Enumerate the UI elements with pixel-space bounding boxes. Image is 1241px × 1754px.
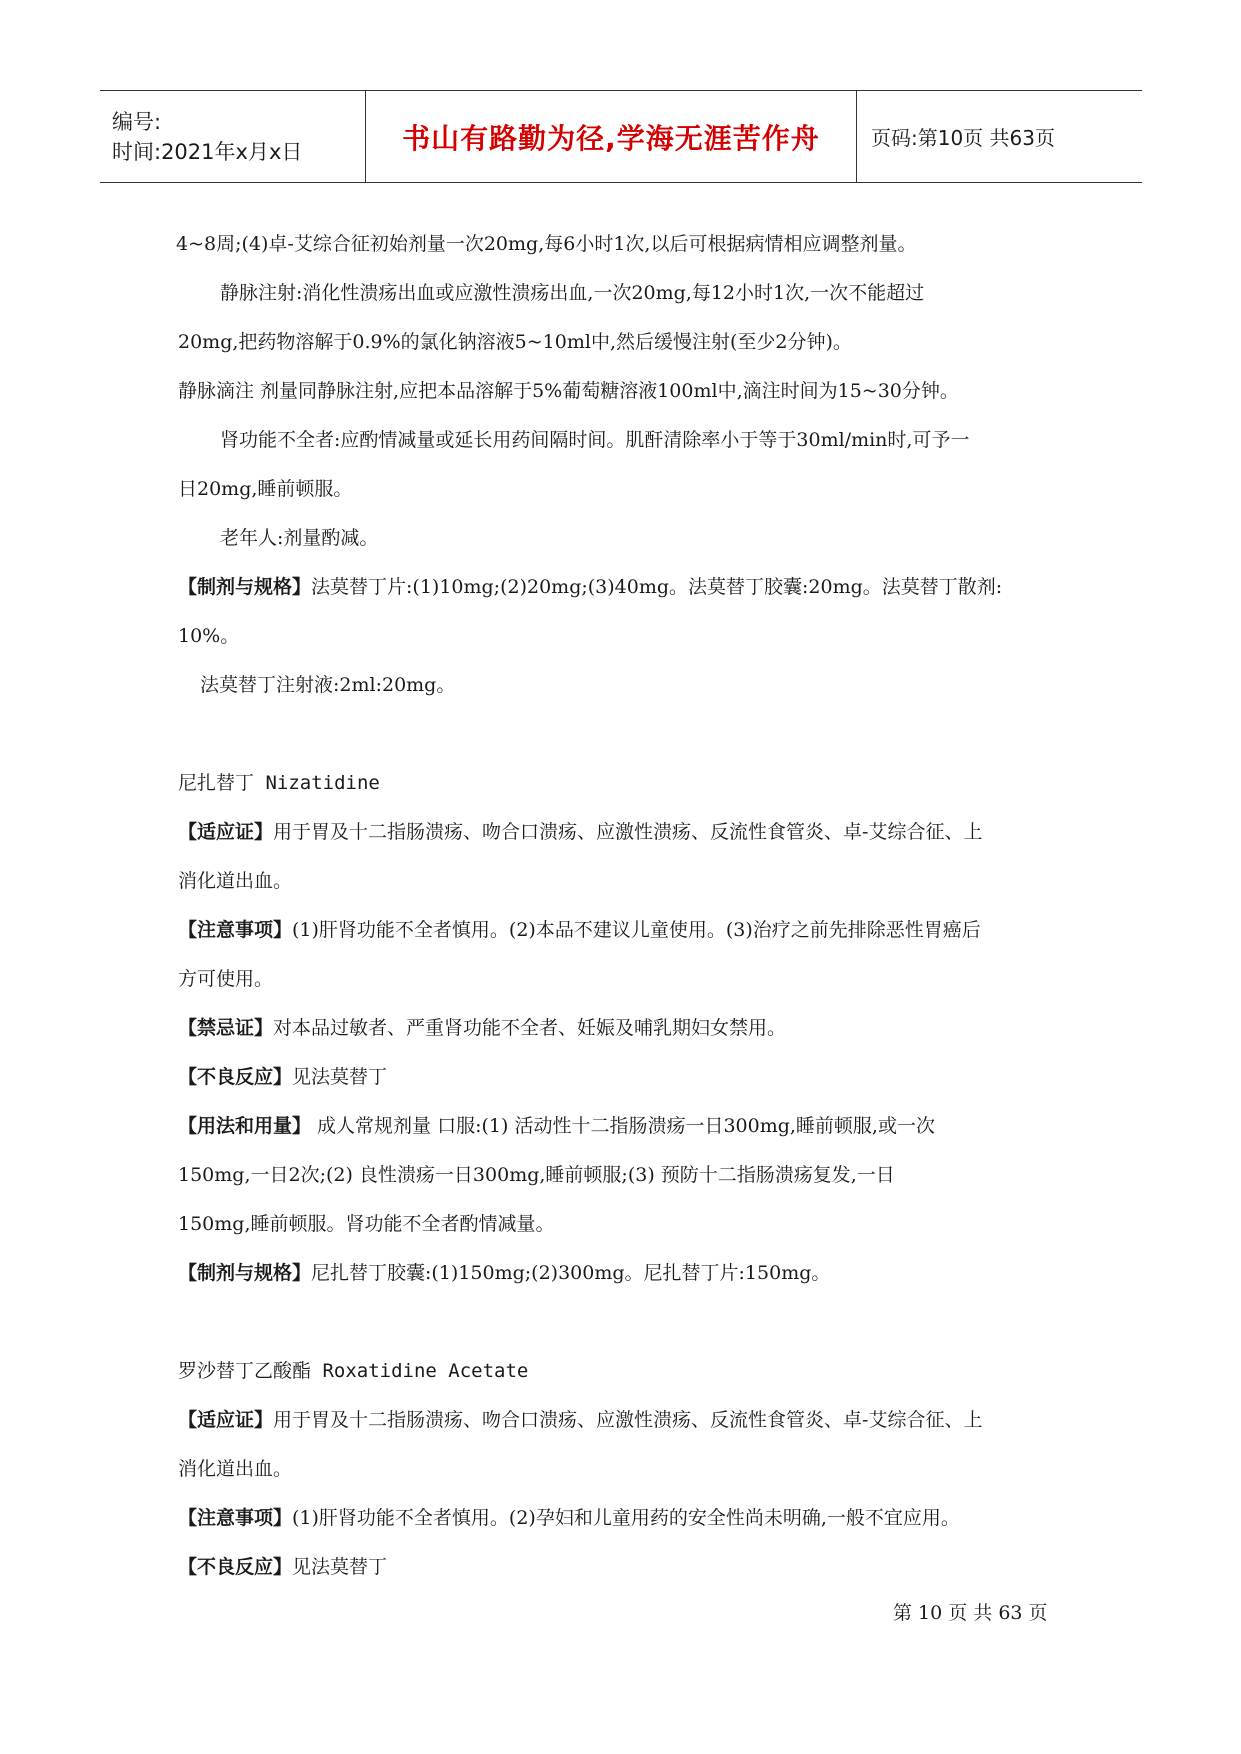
adverse-label: 【不良反应】: [178, 1556, 293, 1578]
indication-line: [178, 808, 1063, 857]
header-motto: 书山有路勤为径,学海无涯苦作舟: [402, 121, 820, 155]
adverse-line: [178, 1053, 1063, 1102]
indication-line: [178, 1396, 1063, 1445]
spec-line: [178, 563, 1063, 612]
contraindication-label: 【禁忌证】: [178, 1017, 274, 1039]
drug-title-roxatidine: 罗沙替丁乙酸酯 Roxatidine Acetate: [178, 1360, 529, 1382]
indication-label: 【适应证】: [178, 1409, 274, 1431]
paragraph: 法莫替丁注射液:2ml:20mg。: [200, 674, 456, 696]
indication-text: 用于胃及十二指肠溃疡、吻合口溃疡、应激性溃疡、反流性食管炎、卓-艾综合征、上: [273, 821, 983, 843]
indication-label: 【适应证】: [178, 821, 274, 843]
caution-text: (1)肝肾功能不全者慎用。(2)本品不建议儿童使用。(3)治疗之前先排除恶性胃癌后: [292, 919, 981, 941]
spec-text: 法莫替丁片:(1)10mg;(2)20mg;(3)40mg。法莫替丁胶囊:20mg。法莫替丁散剂:: [311, 576, 1003, 598]
spec-text: 尼扎替丁胶囊:(1)150mg;(2)300mg。尼扎替丁片:150mg。: [311, 1262, 831, 1284]
paragraph: 4~8周;(4)卓-艾综合征初始剂量一次20mg,每6小时1次,以后可根据病情相应调整剂量。: [176, 233, 917, 255]
header-meta: [100, 91, 365, 182]
paragraph: 静脉注射:消化性溃疡出血或应激性溃疡出血,一次20mg,每12小时1次,一次不能超过: [220, 282, 925, 304]
paragraph: 老年人:剂量酌减。: [220, 527, 379, 549]
contraindication-line: [178, 1004, 1063, 1053]
paragraph: 150mg,睡前顿服。肾功能不全者酌情减量。: [178, 1213, 555, 1235]
document-time-label: 时间:2021年x月x日: [112, 139, 303, 164]
caution-line: [178, 1494, 1063, 1543]
adverse-text: 见法莫替丁: [292, 1066, 388, 1088]
paragraph: 日20mg,睡前顿服。: [178, 478, 353, 500]
document-number-label: 编号:: [112, 109, 162, 134]
paragraph: 20mg,把药物溶解于0.9%的氯化钠溶液5~10ml中,然后缓慢注射(至少2分钟)。: [178, 331, 852, 353]
adverse-label: 【不良反应】: [178, 1066, 293, 1088]
paragraph: 静脉滴注 剂量同静脉注射,应把本品溶解于5%葡萄糖溶液100ml中,滴注时间为15~30分钟。: [178, 380, 959, 402]
spec-label: 【制剂与规格】: [178, 576, 312, 598]
usage-label: 【用法和用量】: [178, 1115, 312, 1137]
usage-text: 成人常规剂量 口服:(1) 活动性十二指肠溃疡一日300mg,睡前顿服,或一次: [311, 1115, 935, 1137]
section-spacer: [178, 710, 1063, 759]
paragraph: 消化道出血。: [178, 1458, 293, 1480]
page-header: [100, 90, 1142, 183]
drug-title-nizatidine: 尼扎替丁 Nizatidine: [178, 772, 380, 794]
section-spacer: [178, 1298, 1063, 1347]
paragraph: 消化道出血。: [178, 870, 293, 892]
caution-line: [178, 906, 1063, 955]
spec-line: [178, 1249, 1063, 1298]
paragraph: 10%。: [178, 625, 240, 647]
contraindication-text: 对本品过敏者、严重肾功能不全者、妊娠及哺乳期妇女禁用。: [273, 1017, 787, 1039]
indication-text: 用于胃及十二指肠溃疡、吻合口溃疡、应激性溃疡、反流性食管炎、卓-艾综合征、上: [273, 1409, 983, 1431]
paragraph: 方可使用。: [178, 968, 274, 990]
document-body: [178, 220, 1063, 1592]
page-footer: 第 10 页 共 63 页: [893, 1602, 1048, 1624]
header-motto-cell: [365, 91, 857, 182]
header-page-info: 页码:第10页 共63页: [871, 126, 1055, 150]
adverse-line: [178, 1543, 1063, 1592]
caution-label: 【注意事项】: [178, 919, 293, 941]
paragraph: 肾功能不全者:应酌情减量或延长用药间隔时间。肌酐清除率小于等于30ml/min时,可予一: [220, 429, 970, 451]
paragraph: 150mg,一日2次;(2) 良性溃疡一日300mg,睡前顿服;(3) 预防十二指肠溃疡复发,一日: [178, 1164, 895, 1186]
caution-label: 【注意事项】: [178, 1507, 293, 1529]
caution-text: (1)肝肾功能不全者慎用。(2)孕妇和儿童用药的安全性尚未明确,一般不宜应用。: [292, 1507, 960, 1529]
spec-label: 【制剂与规格】: [178, 1262, 312, 1284]
usage-line: [178, 1102, 1063, 1151]
adverse-text: 见法莫替丁: [292, 1556, 388, 1578]
